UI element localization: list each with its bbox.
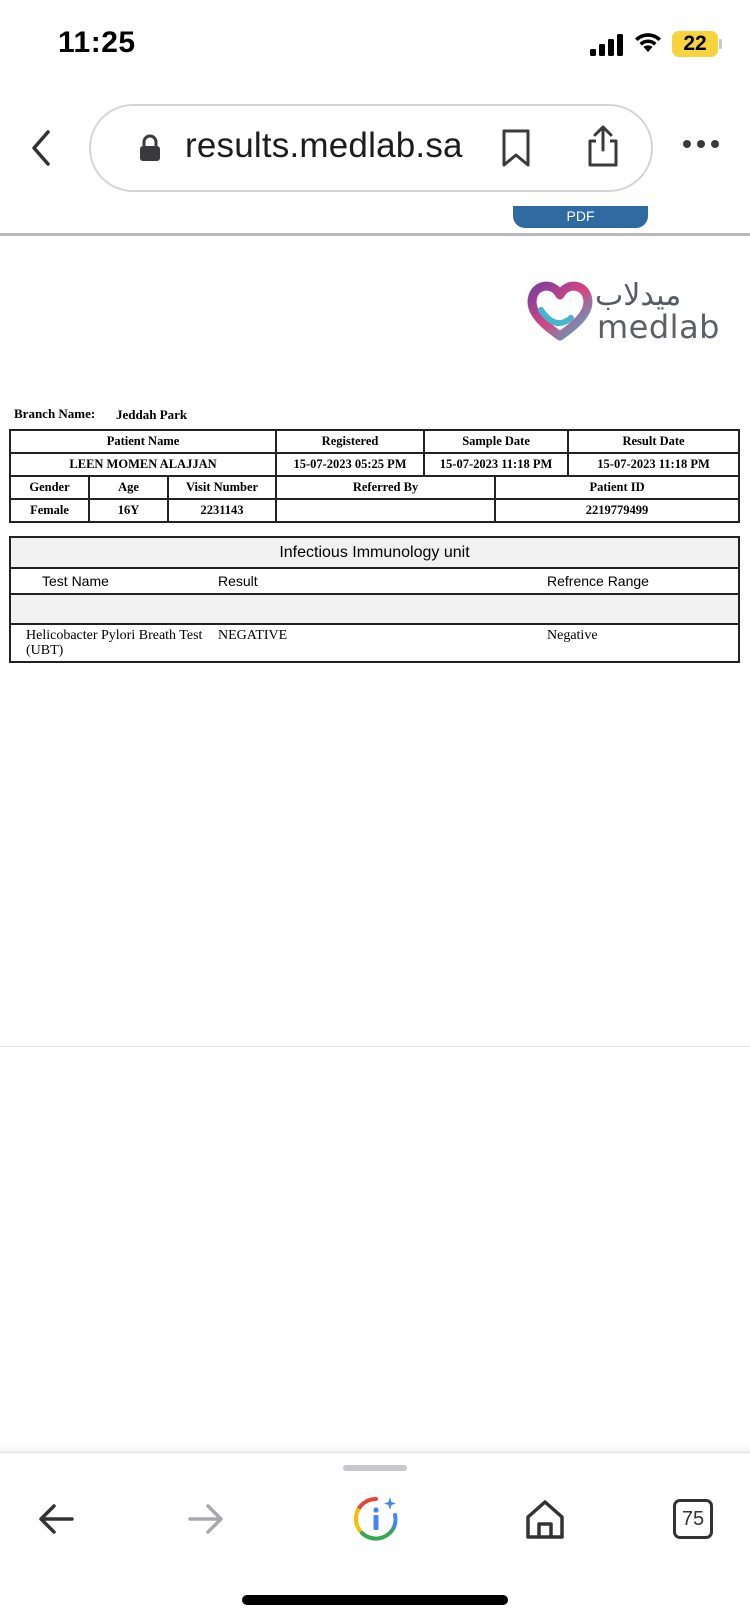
- share-icon[interactable]: [585, 124, 621, 168]
- header-gender: Gender: [10, 476, 89, 499]
- home-indicator: [242, 1595, 508, 1605]
- lock-icon: [138, 134, 162, 162]
- url-text: results.medlab.sa: [185, 126, 463, 165]
- status-time: 11:25: [58, 26, 136, 59]
- table-row: [10, 568, 739, 594]
- pdf-tab[interactable]: PDF: [513, 206, 648, 228]
- cell-reference-range: Negative: [546, 624, 739, 662]
- value-result-date: 15-07-2023 11:18 PM: [568, 453, 739, 476]
- tab-switcher-button[interactable]: 75: [673, 1499, 713, 1539]
- header-result: Result: [214, 568, 546, 594]
- chevron-left-icon[interactable]: [28, 128, 56, 168]
- sheet-grabber[interactable]: [343, 1465, 407, 1471]
- value-visit-number: 2231143: [168, 499, 276, 522]
- cell-test-name: Helicobacter Pylori Breath Test (UBT): [10, 624, 214, 662]
- header-result-date: Result Date: [568, 430, 739, 453]
- table-row: [10, 537, 739, 568]
- table-row: [10, 430, 739, 453]
- test-results-table: [9, 536, 740, 663]
- branch-label: Branch Name:: [14, 406, 96, 421]
- header-age: Age: [89, 476, 168, 499]
- header-patient-name: Patient Name: [10, 430, 276, 453]
- value-registered: 15-07-2023 05:25 PM: [276, 453, 424, 476]
- cell-result: NEGATIVE: [214, 624, 546, 662]
- arrow-left-icon[interactable]: [36, 1499, 76, 1539]
- google-lens-info-icon[interactable]: [352, 1495, 400, 1543]
- pdf-document: [0, 236, 750, 1046]
- value-referred-by: [276, 499, 495, 522]
- battery-level: 22: [672, 31, 718, 57]
- header-test-name: Test Name: [10, 568, 214, 594]
- home-icon[interactable]: [524, 1497, 566, 1541]
- value-age: 16Y: [89, 499, 168, 522]
- cellular-signal-icon: [590, 34, 626, 56]
- arrow-right-icon[interactable]: [186, 1499, 226, 1539]
- patient-info-table: [9, 429, 740, 523]
- table-row: [10, 453, 739, 476]
- logo-arabic-text: ميدلاب: [595, 278, 682, 313]
- bookmark-icon[interactable]: [499, 128, 533, 168]
- table-row: [10, 476, 739, 499]
- table-row: [10, 624, 739, 662]
- page-divider: [0, 1046, 750, 1047]
- value-sample-date: 15-07-2023 11:18 PM: [424, 453, 568, 476]
- heart-logo-icon: [527, 278, 593, 344]
- spacer-cell: [10, 594, 739, 624]
- battery-cap: [719, 39, 722, 49]
- bottom-toolbar: [0, 1452, 750, 1624]
- header-referred-by: Referred By: [276, 476, 495, 499]
- header-reference-range: Refrence Range: [546, 568, 739, 594]
- table-row: [10, 594, 739, 624]
- header-registered: Registered: [276, 430, 424, 453]
- address-bar[interactable]: [89, 104, 653, 192]
- branch-value: Jeddah Park: [116, 407, 188, 422]
- logo-english-text: medlab: [597, 308, 720, 346]
- value-gender: Female: [10, 499, 89, 522]
- wifi-icon: [633, 30, 663, 54]
- table-row: [10, 499, 739, 522]
- value-patient-id: 2219779499: [495, 499, 739, 522]
- medlab-logo: [527, 278, 720, 348]
- header-sample-date: Sample Date: [424, 430, 568, 453]
- more-options-icon[interactable]: [681, 136, 721, 152]
- value-patient-name: LEEN MOMEN ALAJJAN: [10, 453, 276, 476]
- status-bar: [0, 0, 750, 90]
- header-visit-number: Visit Number: [168, 476, 276, 499]
- unit-title: Infectious Immunology unit: [10, 537, 739, 568]
- header-patient-id: Patient ID: [495, 476, 739, 499]
